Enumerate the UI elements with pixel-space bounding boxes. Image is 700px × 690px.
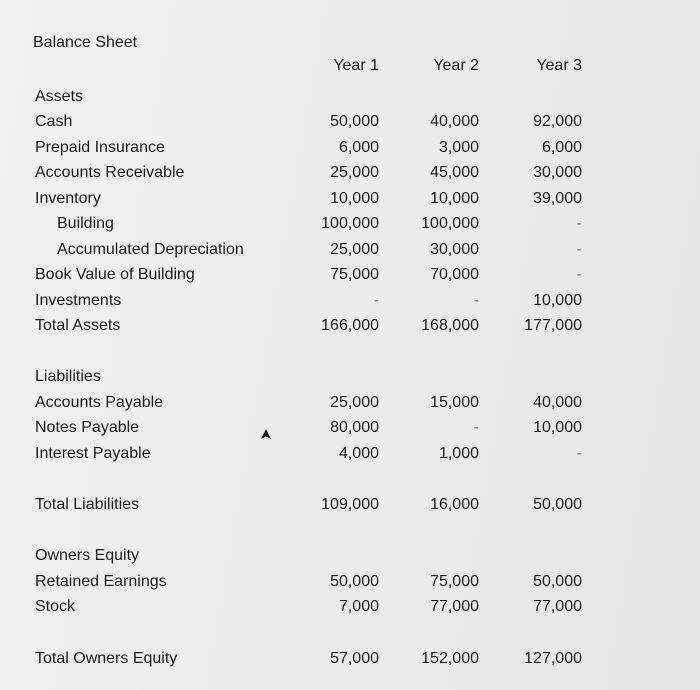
header-year-3: Year 3 <box>536 57 582 74</box>
cell-year-1: 25,000 <box>330 241 379 258</box>
cell-year-2: 16,000 <box>430 496 479 513</box>
table-row <box>0 238 700 262</box>
cell-year-1: - <box>373 292 379 309</box>
cell-year-3: 10,000 <box>533 292 582 309</box>
table-row <box>0 212 700 236</box>
cell-year-2: 3,000 <box>438 139 479 156</box>
row-label: Accounts Receivable <box>35 164 185 181</box>
cell-year-1: 6,000 <box>338 139 379 156</box>
cell-year-1: 7,000 <box>338 598 379 615</box>
cell-year-1: 75,000 <box>330 266 379 283</box>
cell-year-3: - <box>576 241 582 258</box>
row-label: Accounts Payable <box>35 394 164 411</box>
cell-year-3: 39,000 <box>533 190 582 207</box>
table-row <box>0 314 700 338</box>
section-heading <box>0 544 700 568</box>
cell-year-1: 80,000 <box>330 419 379 436</box>
cell-year-1: 109,000 <box>321 496 379 513</box>
cell-year-2: - <box>473 292 479 309</box>
cell-year-1: 100,000 <box>321 215 379 232</box>
row-label: Interest Payable <box>35 445 151 462</box>
cell-year-3: - <box>576 215 582 232</box>
cell-year-2: 15,000 <box>430 394 479 411</box>
cell-year-1: 50,000 <box>330 113 379 130</box>
row-label: Prepaid Insurance <box>35 139 165 156</box>
cell-year-3: 177,000 <box>524 317 582 334</box>
section-heading <box>0 365 700 389</box>
row-label: Accumulated Depreciation <box>57 241 244 258</box>
cell-year-2: - <box>473 419 479 436</box>
cell-year-2: 77,000 <box>430 598 479 615</box>
section-label: Owners Equity <box>35 547 140 564</box>
table-row <box>0 391 700 415</box>
cell-year-3: 30,000 <box>533 164 582 181</box>
cell-year-3: - <box>576 445 582 462</box>
table-row <box>0 442 700 466</box>
cell-year-3: - <box>576 266 582 283</box>
cell-year-2: 1,000 <box>438 445 479 462</box>
row-label: Book Value of Building <box>35 266 195 283</box>
cell-year-2: 10,000 <box>430 190 479 207</box>
table-row <box>0 289 700 313</box>
cell-year-1: 57,000 <box>330 650 379 667</box>
cell-year-2: 45,000 <box>430 164 479 181</box>
row-label: Investments <box>35 292 122 309</box>
cell-year-3: 77,000 <box>533 598 582 615</box>
row-label: Retained Earnings <box>35 573 167 590</box>
table-row <box>0 161 700 185</box>
cell-year-3: 50,000 <box>533 573 582 590</box>
table-row <box>0 416 700 440</box>
section-label: Liabilities <box>35 368 101 385</box>
table-row <box>0 187 700 211</box>
header-year-2: Year 2 <box>433 57 479 74</box>
table-row <box>0 647 700 671</box>
table-row <box>0 263 700 287</box>
section-label: Assets <box>35 88 84 105</box>
cell-year-2: 100,000 <box>421 215 479 232</box>
cell-year-2: 152,000 <box>421 650 479 667</box>
row-label: Building <box>57 215 114 232</box>
table-row <box>0 570 700 594</box>
table-row <box>0 595 700 619</box>
row-label: Stock <box>35 598 76 615</box>
cell-year-1: 10,000 <box>330 190 379 207</box>
cell-year-3: 127,000 <box>524 650 582 667</box>
row-label: Total Liabilities <box>35 496 140 513</box>
row-label: Total Owners Equity <box>35 650 178 667</box>
cell-year-3: 40,000 <box>533 394 582 411</box>
row-label: Cash <box>35 113 73 130</box>
row-label: Inventory <box>35 190 101 207</box>
cell-year-1: 25,000 <box>330 394 379 411</box>
cell-year-3: 50,000 <box>533 496 582 513</box>
cell-year-1: 166,000 <box>321 317 379 334</box>
cell-year-1: 25,000 <box>330 164 379 181</box>
row-label: Notes Payable <box>35 419 140 436</box>
cell-year-2: 70,000 <box>430 266 479 283</box>
table-row <box>0 110 700 134</box>
section-heading <box>0 85 700 109</box>
table-row <box>0 136 700 160</box>
cell-year-1: 50,000 <box>330 573 379 590</box>
cell-year-2: 40,000 <box>430 113 479 130</box>
cell-year-2: 30,000 <box>430 241 479 258</box>
header-year-1: Year 1 <box>333 57 379 74</box>
cell-year-3: 10,000 <box>533 419 582 436</box>
cell-year-1: 4,000 <box>338 445 379 462</box>
row-label: Total Assets <box>35 317 121 334</box>
cell-year-3: 92,000 <box>533 113 582 130</box>
mouse-pointer-icon <box>261 429 271 441</box>
table-row <box>0 493 700 517</box>
sheet-title: Balance Sheet <box>33 34 138 51</box>
cell-year-3: 6,000 <box>541 139 582 156</box>
cell-year-2: 168,000 <box>421 317 479 334</box>
cell-year-2: 75,000 <box>430 573 479 590</box>
